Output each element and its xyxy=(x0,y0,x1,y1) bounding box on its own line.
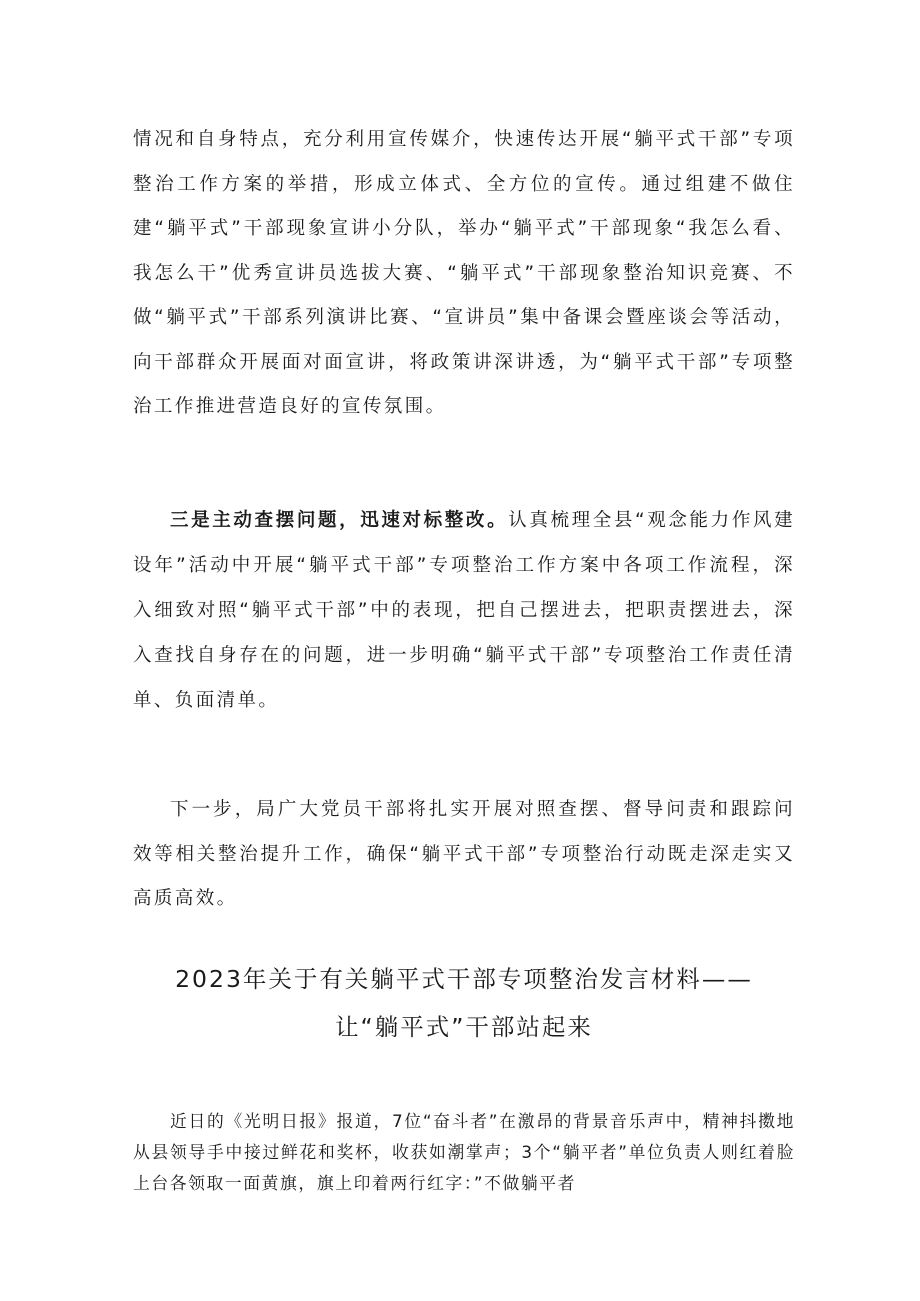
paragraph-text: 下一步，局广大党员干部将扎实开展对照查摆、督导问责和跟踪问效等相关整治提升工作，确保“躺平式干部”专项整治行动既走深走实又高质高效。 xyxy=(133,799,795,909)
document-title-line-2: 让“躺平式”干部站起来 xyxy=(335,1013,593,1041)
paragraph-text: 认真梳理全县“观念能力作风建设年”活动中开展“躺平式干部”专项整治工作方案中各项工作流程，深入细致对照“躺平式干部”中的表现，把自己摆进去，把职责摆进去，深入查找自身存在的问题，进一步明确“躺平式干部”专项整治工作责任清单、负面清单。 xyxy=(133,510,796,711)
paragraph-lead-bold: 三是主动查摆问题，迅速对标整改。 xyxy=(170,510,509,531)
paragraph-next-step xyxy=(133,788,795,922)
paragraph-publicity xyxy=(133,118,795,430)
document-title-line-1: 2023年关于有关躺平式干部专项整治发言材料—— xyxy=(175,965,753,993)
paragraph-news-report xyxy=(133,1106,795,1199)
paragraph-text: 近日的《光明日报》报道，7位“奋斗者”在激昂的背景音乐声中，精神抖擞地从县领导手中接过鲜花和奖杯，收获如潮掌声；3个“躺平者”单位负责人则红着脸上台各领取一面黄旗，旗上印着两行红字：”不做躺平者 xyxy=(133,1111,795,1193)
paragraph-text: 情况和自身特点，充分利用宣传媒介，快速传达开展“躺平式干部”专项整治工作方案的举措，形成立体式、全方位的宣传。通过组建不做住建“躺平式”干部现象宣讲小分队，举办“躺平式”干部现象“我怎么看、我怎么干”优秀宣讲员选拔大赛、“躺平式”干部现象整治知识竞赛、不做“躺平式”干部系列演讲比赛、“宣讲员”集中备课会暨座谈会等活动，向干部群众开展面对面宣讲，将政策讲深讲透，为“躺平式干部”专项整治工作推进营造良好的宣传氛围。 xyxy=(133,129,795,417)
paragraph-rectification xyxy=(133,498,795,723)
